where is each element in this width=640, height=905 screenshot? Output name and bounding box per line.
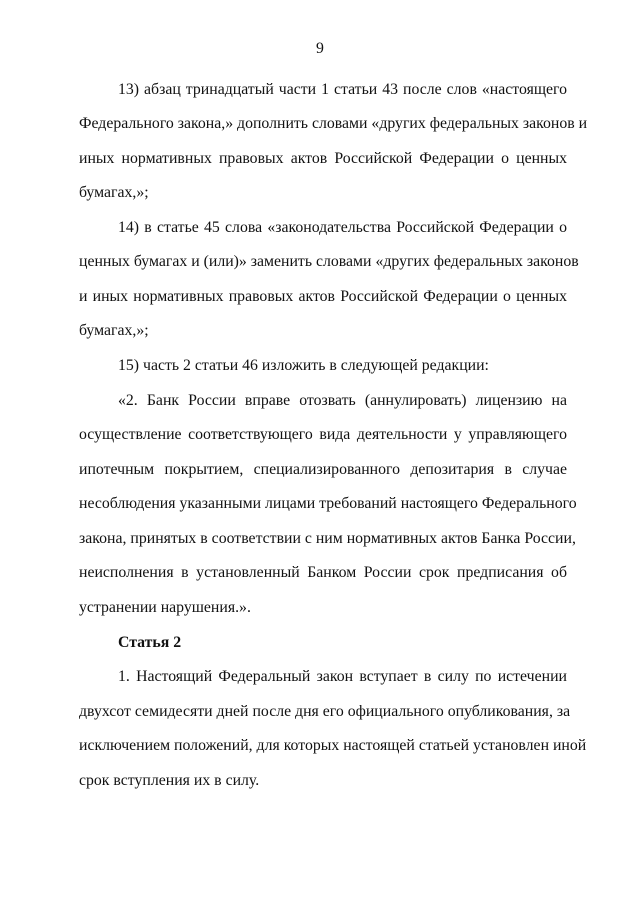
amendment-13-line-4: бумагах,»; <box>79 184 149 201</box>
amendment-13-line-1: 13) абзац тринадцатый части 1 статьи 43 после слов «настоящего <box>118 81 567 98</box>
article-2-line-1: 1. Настоящий Федеральный закон вступает в силу по истечении <box>118 668 567 685</box>
amendment-15-line-1: 15) часть 2 статьи 46 изложить в следующей редакции: <box>118 357 489 374</box>
quoted-text-line-7: устранении нарушения.». <box>79 599 251 616</box>
article-2-heading: Статья 2 <box>118 634 182 651</box>
article-2-line-4: срок вступления их в силу. <box>79 772 260 789</box>
article-2-line-3: исключением положений, для которых настоящей статьей установлен иной <box>79 737 587 754</box>
quoted-text-line-2: осуществление соответствующего вида деятельности у управляющего <box>79 426 567 443</box>
amendment-13-line-2: Федерального закона,» дополнить словами «других федеральных законов и <box>79 115 588 132</box>
amendment-14-line-4: бумагах,»; <box>79 322 149 339</box>
article-2-line-2: двухсот семидесяти дней после дня его официального опубликования, за <box>79 703 571 720</box>
quoted-text-line-3: ипотечным покрытием, специализированного депозитария в случае <box>79 461 567 478</box>
amendment-14-line-1: 14) в статье 45 слова «законодательства Российской Федерации о <box>118 219 567 236</box>
quoted-text-line-5: закона, принятых в соответствии с ним нормативных актов Банка России, <box>79 530 576 547</box>
page-number: 9 <box>316 40 324 57</box>
quoted-text-line-4: несоблюдения указанными лицами требований настоящего Федерального <box>79 495 577 512</box>
amendment-14-line-2: ценных бумагах и (или)» заменить словами «других федеральных законов <box>79 253 579 270</box>
quoted-text-line-1: «2. Банк России вправе отозвать (аннулировать) лицензию на <box>118 392 567 409</box>
quoted-text-line-6: неисполнения в установленный Банком России срок предписания об <box>79 564 567 581</box>
amendment-14-line-3: и иных нормативных правовых актов Российской Федерации о ценных <box>79 288 567 305</box>
amendment-13-line-3: иных нормативных правовых актов Российской Федерации о ценных <box>79 150 567 167</box>
